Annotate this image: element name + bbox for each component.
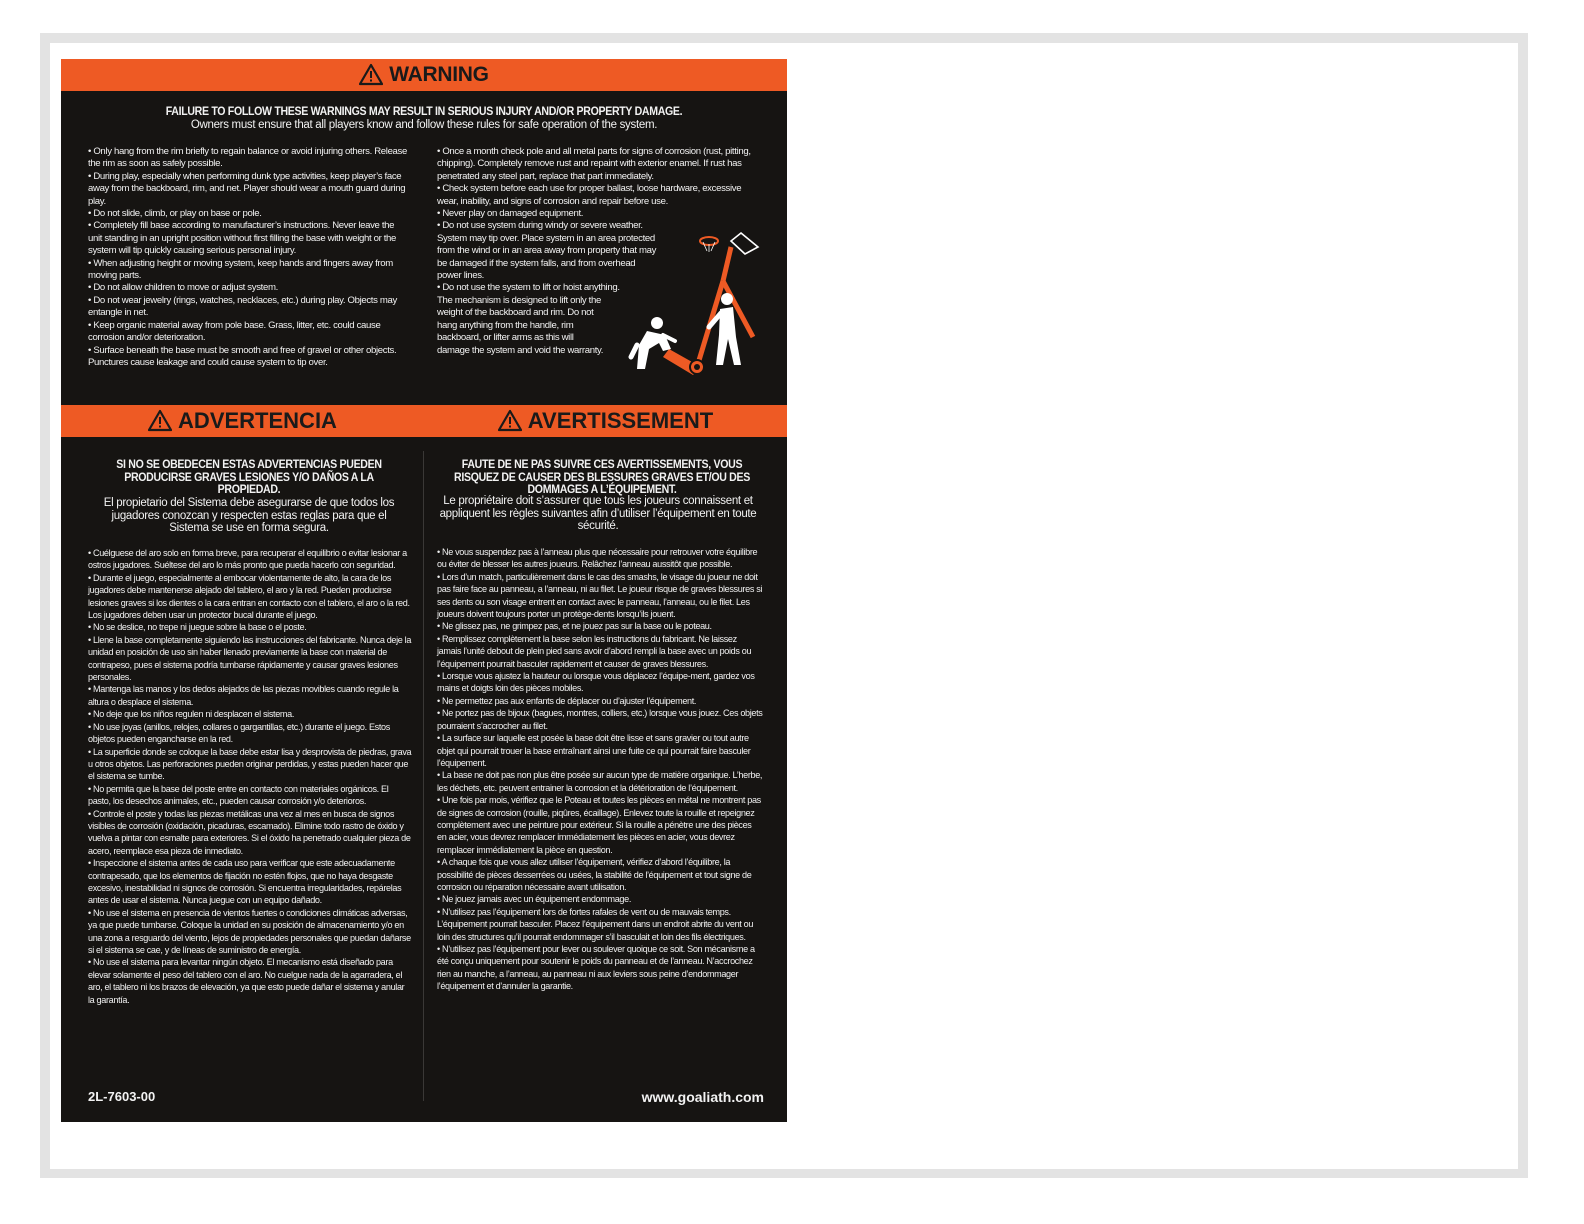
list-item: The mechanism is designed to lift only the — [437, 294, 601, 306]
list-item: • Do not use system during windy or severe weather. — [437, 220, 643, 232]
list-item: • Lorsque vous ajustez la hauteur ou lorsque vous déplacez l’équipe-ment, gardez vos mains et doigts loin des pièces mobiles. — [437, 671, 755, 694]
warning-triangle-icon — [498, 409, 522, 433]
warning-headline: FAILURE TO FOLLOW THESE WARNINGS MAY RESULT IN SERIOUS INJURY AND/OR PROPERTY DAMAGE. — [165, 106, 683, 118]
list-item: • No use el sistema en presencia de vientos fuertes o condiciones climáticas adversas, ya que puede tumbarse. Coloque la unidad en su posición de almacenamiento y/o en una zona a resguardo del viento, lejos de propiedades personales que puedan dañarse si el sistema se cae, y de líneas de suministro de energía. — [88, 907, 411, 955]
list-item: • No se deslice, no trepe ni juegue sobre la base o el poste. — [88, 622, 307, 633]
warning-triangle-icon — [359, 63, 383, 87]
list-item: • Completely fill base according to manufacturer’s instructions. Never leave the unit standing in an upright position without first filling the base with weight or the system will tip quickly causing serious personal injury. — [88, 220, 397, 257]
list-item: • Once a month check pole and all metal parts for signs of corrosion (rust, pitting, chipping). Completely remove rust and repaint with exterior enamel. If rust has penetrated any steel part, replace that part immediately. — [437, 146, 751, 182]
avertissement-column — [437, 546, 763, 993]
list-item: • Ne jouez jamais avec un équipement endommage. — [437, 894, 631, 905]
avertissement-title: AVERTISSEMENT — [527, 408, 714, 433]
list-item: • Ne portez pas de bijoux (bagues, montres, colliers, etc.) lorsque vous jouez. Ces objets pourraient s’accrocher au filet. — [437, 708, 763, 731]
avertissement-headline: FAUTE DE NE PAS SUIVRE CES AVERTISSEMENTS, VOUS RISQUEZ DE CAUSER DES BLESSURES GRAVES ET/OU DES DOMMAGES A L’ÉQUIPEMENT. — [454, 459, 750, 496]
list-item: • During play, especially when performing dunk type activities, keep player’s face away from the backboard, rim, and net. Player should wear a mouth guard during play. — [88, 170, 406, 207]
avertissement-subline: Le propriétaire doit s’assurer que tous les joueurs connaissent et appliquent les règles suivantes afin d’utiliser l’équipement en toute sécurité. — [439, 495, 757, 532]
advertencia-subline: El propietario del Sistema debe asegurarse de que todos los jugadores conozcan y respecten estas reglas para que el Sistema se use en forma segura. — [103, 497, 395, 534]
list-item: • Une fois par mois, vérifiez que le Poteau et toutes les pièces en métal ne montrent pas de signes de corrosion (rouille, piqûres, écaillage). Enlevez toute la rouille et repeignez complètement avec une peinture pour extérieur. Si la rouille a pénètre une des pièces en acier, vous devrez remplacer immédiatement les pièces en acier, vous devrez remplacer immédiatement la pièce en question. — [437, 795, 761, 855]
advertencia-headline: SI NO SE OBEDECEN ESTAS ADVERTENCIAS PUEDEN PRODUCIRSE GRAVES LESIONES Y/O DAÑOS A LA PROPIEDAD. — [116, 459, 382, 496]
list-item: • La superficie donde se coloque la base debe estar lisa y desprovista de piedras, grava u otros objetos. Las perforaciones pueden originar perdidas, y estas pueden hacer que el sistema se tumbe. — [88, 746, 412, 782]
people-moving-hoop-illustration — [623, 227, 763, 377]
list-item: • Durante el juego, especialmente al embocar violentamente de alto, la cara de los jugadores debe mantenerse alejado del tablero, el aro y la red. Pueden producirse lesiones graves si los dientes o la cara entran en contacto con el tablero, el aro o la red. Los jugadores deben usar un protector bucal durante el juego. — [88, 572, 410, 621]
list-item: • Do not use the system to lift or hoist anything. — [437, 282, 620, 294]
list-item: • Only hang from the rim briefly to regain balance or avoid injuring others. Release the rim as soon as safely possible. — [88, 146, 407, 170]
list-item: • Never play on damaged equipment. — [437, 208, 584, 220]
list-item: damage the system and void the warranty. — [437, 344, 604, 356]
list-item: hang anything from the handle, rim — [437, 319, 574, 331]
list-item: • No deje que los niños regulen ni desplacen el sistema. — [88, 709, 295, 720]
list-item: System may tip over. Place system in an area protected — [437, 232, 655, 244]
list-item: • No permita que la base del poste entre en contacto con materiales orgánicos. El pasto, los desechos animales, etc., pueden causar corrosión y/o deterioros. — [88, 783, 389, 807]
column-divider — [423, 451, 424, 1101]
list-item: • Inspeccione el sistema antes de cada uso para verificar que este adecuadamente contrapesado, que los elementos de fijación no estén flojos, que no haya desgaste excesivo, inestabilidad ni signos de corrosión. Si encuentra irregularidades, repárelas antes de usar el sistema. Nunca juegue con un equipo dañado. — [88, 858, 402, 906]
list-item: • A chaque fois que vous allez utiliser l’équipement, vérifiez d’abord l’équilibre, la possibilité de pièces desserrées ou usées, la stabilité de l’équipement et tout signe de corrosion ou réparation nécessaire avant utilisation. — [437, 857, 752, 892]
warning-label — [61, 59, 787, 1122]
list-item: • N’utilisez pas l’équipement pour lever ou soulever quoique ce soit. Son mécanisme a été conçu uniquement pour soutenir le poids du panneau et de l’anneau. N’accrochez rien au manche, a l’anneau, au panneau ni aux leviers sous peine d’endommager l’équipement et d’annuler la garantie. — [437, 944, 755, 992]
list-item: • Ne glissez pas, ne grimpez pas, et ne jouez pas sur la base ou le poteau. — [437, 621, 712, 632]
list-item: • Ne permettez pas aux enfants de déplacer ou d’ajuster l’équipement. — [437, 695, 697, 706]
list-item: • Mantenga las manos y los dedos alejados de las piezas movibles cuando regule la altura o desplace el sistema. — [88, 684, 399, 707]
list-item: • Do not slide, climb, or play on base or pole. — [88, 208, 262, 220]
lower-banner — [61, 405, 787, 437]
part-number: 2L-7603-00 — [88, 1089, 156, 1104]
warning-left-column — [88, 146, 410, 369]
advertencia-banner — [61, 405, 424, 437]
list-item: • Controle el poste y todas las piezas metálicas una vez al mes en busca de signos visibles de corrosión (oxidación, picaduras, escamado). Elimine todo rastro de óxido y vuelva a pintar con esmalte para exteriores. Si el óxido ha penetrado cualquier pieza de acero, reemplace esa pieza de inmediato. — [88, 808, 411, 856]
list-item: • No use el sistema para levantar ningún objeto. El mecanismo está diseñado para elevar solamente el peso del tablero con el aro. No cuelgue nada de la agarradera, el aro, el tablero ni los brazos de elevación, ya que esto puede dañar el sistema y anular la garantía. — [88, 957, 405, 1005]
list-item: backboard, or lifter arms as this will — [437, 332, 574, 344]
list-item: from the wind or in an area away from property that may — [437, 245, 657, 257]
list-item: • Keep organic material away from pole base. Grass, litter, etc. could cause corrosion and/or deterioration. — [88, 319, 381, 344]
website-url: www.goaliath.com — [641, 1089, 764, 1105]
warning-triangle-icon — [148, 409, 172, 433]
list-item: weight of the backboard and rim. Do not — [437, 307, 594, 319]
list-item: • Surface beneath the base must be smooth and free of gravel or other objects. Punctures cause leakage and could cause system to tip over. — [88, 344, 397, 368]
list-item: • N’utilisez pas l’équipement lors de fortes rafales de vent ou de mauvais temps. L’équipement pourrait basculer. Placez l’équipement dans un endroit abrite du vent ou loin des structures qu’il pourrait endommager s’il basculait et loin des fils électriques. — [437, 906, 754, 942]
list-item: • When adjusting height or moving system, keep hands and fingers away from moving parts. — [88, 257, 393, 282]
advertencia-title: ADVERTENCIA — [178, 408, 337, 433]
list-item: • Do not allow children to move or adjust system. — [88, 282, 278, 294]
list-item: • Lors d’un match, particulièrement dans le cas des smashs, le visage du joueur ne doit pas faire face au panneau, a l’anneau, ni au filet. Le joueur risque de graves blessures si ses dents ou son visage entrent en contact avec le panneau, l’anneau, ou le filet. Les joueurs doivent toujours porter un protège-dents lorsqu’ils jouent. — [437, 571, 763, 620]
list-item: • Llene la base completamente siguiendo las instrucciones del fabricante. Nunca deje la unidad en posición de uso sin haber llenado previamente la base con material de contrapeso, pues el sistema podría tumbarse rápidamente y causar graves lesiones personales. — [88, 634, 412, 683]
list-item: • La base ne doit pas non plus être posée sur aucun type de matière organique. L’herbe, les déchets, etc. peuvent entrainer la corrosion et la détérioration de l’équipement. — [437, 770, 763, 793]
warning-banner — [61, 59, 787, 91]
list-item: • La surface sur laquelle est posée la base doit être lisse et sans gravier ou tout autre objet qui pourrait trouer la base entraînant ainsi une fuite ce qui pourrait faire basculer l’équipement. — [437, 733, 751, 768]
list-item: • Do not wear jewelry (rings, watches, necklaces, etc.) during play. Objects may entangle in net. — [88, 294, 397, 319]
list-item: • Ne vous suspendez pas à l’anneau plus que nécessaire pour retrouver votre équilibre ou éviter de blesser les autres joueurs. Relâchez l’anneau aussitôt que possible. — [437, 547, 758, 570]
list-item: • Cuélguese del aro solo en forma breve, para recuperar el equilibrio o evitar lesionar a ostros jugadores. Suéltese del aro lo más pronto que pueda hacerlo con seguridad. — [88, 548, 407, 571]
warning-subline: Owners must ensure that all players know and follow these rules for safe operation of the system. — [190, 119, 658, 131]
warning-title: WARNING — [389, 63, 489, 86]
avertissement-banner — [424, 405, 787, 437]
list-item: power lines. — [437, 270, 484, 282]
list-item: • Check system before each use for proper ballast, loose hardware, excessive wear, inability, and signs of corrosion and repair before use. — [437, 183, 742, 207]
advertencia-column — [88, 547, 412, 1006]
list-item: • No use joyas (anillos, relojes, collares o gargantillas, etc.) durante el juego. Estos objetos pueden engancharse en la red. — [88, 721, 390, 745]
list-item: be damaged if the system falls, and from overhead — [437, 257, 636, 269]
list-item: • Remplissez complètement la base selon les instructions du fabricant. Ne laissez jamais l’unité debout de plein pied sans avoir d’abord rempli la base avec un poids ou l’équipement pourrait basculer rapidement et causer de graves blessures. — [437, 633, 752, 669]
